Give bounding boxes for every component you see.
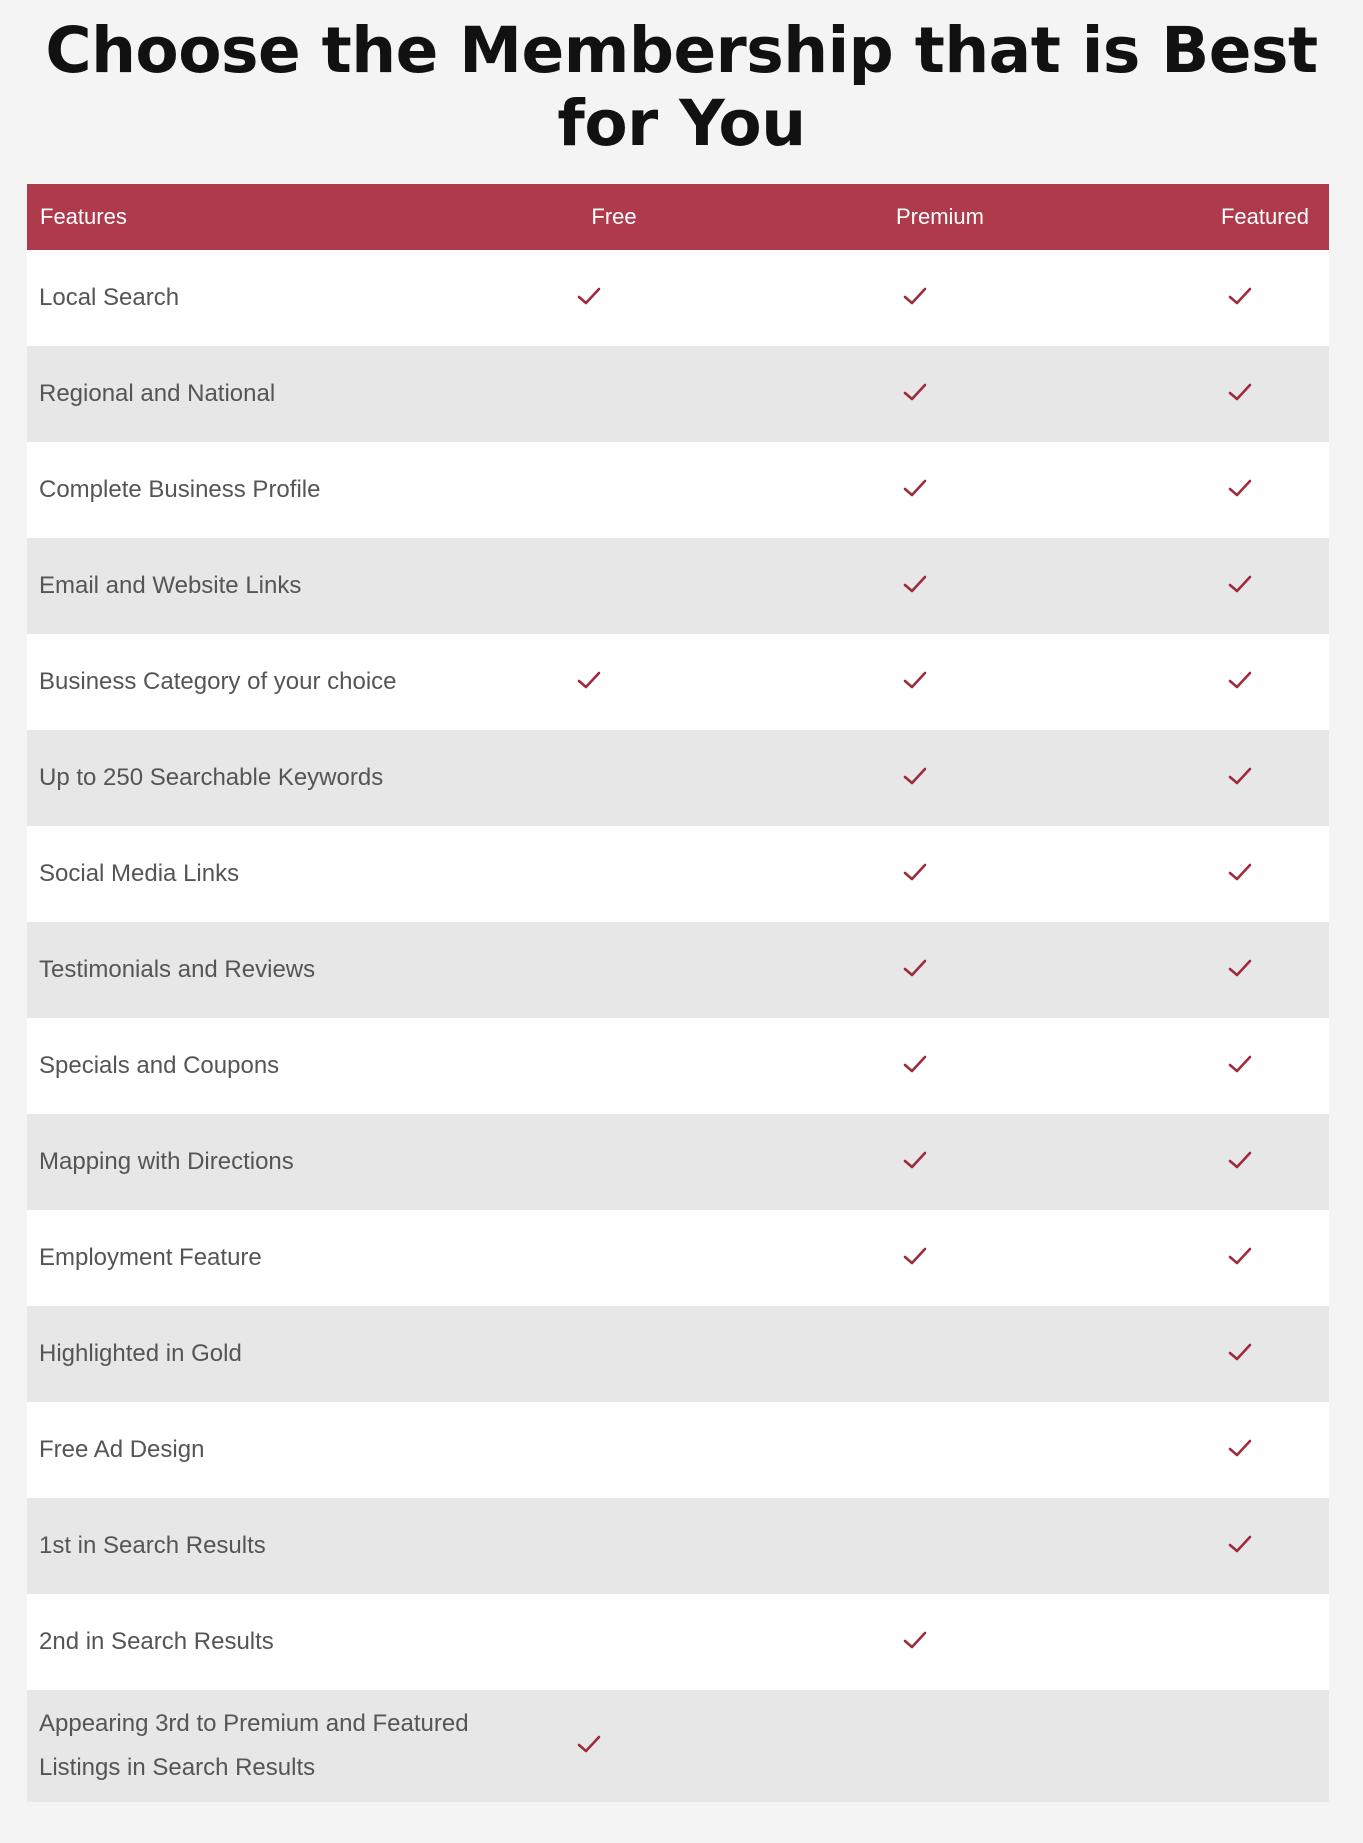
table-row: [27, 442, 1329, 538]
feature-label: 2nd in Search Results: [39, 1628, 274, 1655]
header-features: Features: [40, 204, 127, 229]
table-row: [27, 730, 1329, 826]
check-icon: [903, 1149, 925, 1171]
check-icon: [1228, 1533, 1250, 1555]
table-row: [27, 634, 1329, 730]
feature-label: Testimonials and Reviews: [39, 956, 316, 983]
table-row: [27, 1018, 1329, 1114]
check-icon: [903, 1629, 925, 1651]
check-icon: [1228, 477, 1250, 499]
table-row: [27, 1402, 1329, 1498]
check-icon: [1228, 381, 1250, 403]
membership-comparison-table: [27, 184, 1329, 1802]
check-icon: [903, 477, 925, 499]
header-free: Free: [591, 204, 637, 229]
check-icon: [577, 285, 599, 307]
check-icon: [903, 957, 925, 979]
feature-label: Complete Business Profile: [39, 476, 321, 503]
check-icon: [903, 765, 925, 787]
table-row: [27, 1114, 1329, 1210]
check-icon: [1228, 1341, 1250, 1363]
feature-label: Social Media Links: [39, 860, 240, 887]
feature-label: Employment Feature: [39, 1244, 262, 1271]
check-icon: [577, 669, 599, 691]
check-icon: [1228, 1053, 1250, 1075]
feature-label: Specials and Coupons: [39, 1052, 280, 1079]
table-row: [27, 1306, 1329, 1402]
feature-label: Regional and National: [39, 380, 276, 407]
check-icon: [903, 381, 925, 403]
check-icon: [903, 1053, 925, 1075]
feature-label: Mapping with Directions: [39, 1148, 294, 1175]
table-row: [27, 1498, 1329, 1594]
check-icon: [903, 861, 925, 883]
feature-label: 1st in Search Results: [39, 1532, 266, 1559]
check-icon: [1228, 957, 1250, 979]
page-title: Choose the Membership that is Best for You: [45, 14, 1318, 160]
feature-label: Highlighted in Gold: [39, 1340, 242, 1367]
check-icon: [903, 285, 925, 307]
table-row: [27, 1690, 1329, 1802]
feature-label: Appearing 3rd to Premium and Featured Listings in Search Results: [39, 1710, 469, 1781]
check-icon: [1228, 861, 1250, 883]
table-row: [27, 922, 1329, 1018]
check-icon: [903, 1245, 925, 1267]
check-icon: [1228, 765, 1250, 787]
check-icon: [1228, 573, 1250, 595]
feature-label: Free Ad Design: [39, 1436, 205, 1463]
check-icon: [1228, 285, 1250, 307]
table-row: [27, 826, 1329, 922]
check-icon: [1228, 1245, 1250, 1267]
table-row: [27, 538, 1329, 634]
table-row: [27, 1594, 1329, 1690]
check-icon: [577, 1733, 599, 1755]
check-icon: [903, 669, 925, 691]
table-row: [27, 250, 1329, 346]
header-featured: Featured: [1220, 204, 1310, 229]
table-row: [27, 1210, 1329, 1306]
feature-label: Email and Website Links: [39, 572, 302, 599]
header-premium: Premium: [895, 204, 984, 229]
table-header: [27, 184, 1329, 250]
check-icon: [1228, 669, 1250, 691]
feature-label: Up to 250 Searchable Keywords: [39, 764, 384, 791]
feature-label: Local Search: [39, 284, 180, 311]
feature-label: Business Category of your choice: [39, 668, 397, 695]
check-icon: [903, 573, 925, 595]
table-row: [27, 346, 1329, 442]
check-icon: [1228, 1437, 1250, 1459]
check-icon: [1228, 1149, 1250, 1171]
table-body: [27, 250, 1329, 1802]
